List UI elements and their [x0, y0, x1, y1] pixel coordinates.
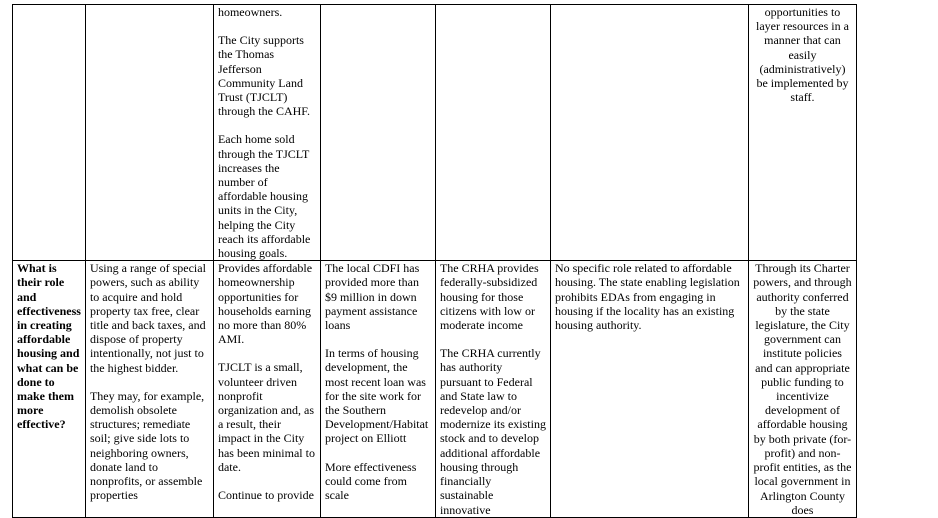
cell-paragraph: Provides affordable homeownership opportunities for households earning no more than 80% AMI. [217, 261, 313, 347]
table-row [13, 5, 857, 261]
cell-paragraph: In terms of housing development, the most recent loan was for the site work for the Southern Development/Habitat project on Elliott [324, 346, 429, 446]
cell-paragraph: More effectiveness could come from scale [324, 459, 417, 503]
cell-paragraph: The City supports the Thomas Jefferson Community Land Trust (TJCLT) through the CAHF. [217, 33, 311, 119]
table-cell [85, 5, 213, 261]
table-cell-city-continued [748, 5, 856, 261]
table-cell-eda [550, 261, 748, 518]
table-cell [320, 5, 435, 261]
table-cell-cdfi [320, 261, 435, 518]
housing-roles-table [12, 4, 857, 518]
cell-paragraph: The local CDFI has provided more than $9 million in down payment assistance loans [324, 261, 420, 333]
cell-paragraph: Using a range of special powers, such as ability to acquire and hold property tax free, clear title and back taxes, and dispose of property intentionally, not just to the highest bidder. [89, 261, 206, 375]
table-cell [13, 5, 86, 261]
table-cell-land-trust [213, 261, 320, 518]
cell-paragraph: TJCLT is a small, volunteer driven nonprofit organization and, as a result, their impact in the City has been minimal to date. [217, 360, 315, 474]
table-cell [435, 5, 550, 261]
question-text: What is their role and effectiveness in creating affordable housing and what can be done to make them more effective? [17, 261, 81, 432]
cell-paragraph: They may, for example, demolish obsolete structures; remediate soil; give side lots to neighboring owners, donate land to nonprofits, or assemble properties [89, 388, 205, 503]
cell-paragraph: Through its Charter powers, and through authority conferred by the state legislature, the City government can institute policies and can appropriate public funding to incentivize development of affordable housing by both private (for-profit) and non-profit entities, as the local government in Arlington County does [753, 261, 852, 517]
cell-paragraph: The CRHA provides federally-subsidized housing for those citizens with low or moderate income [439, 261, 539, 333]
table-row [13, 261, 857, 518]
table-cell-city [748, 261, 856, 518]
table-cell-land-bank [85, 261, 213, 518]
cell-paragraph: homeowners. [217, 5, 283, 19]
cell-paragraph: No specific role related to affordable housing. The state enabling legislation prohibits EDAs from engaging in housing if the locality has an existing housing authority. [554, 261, 740, 333]
table-cell [550, 5, 748, 261]
cell-paragraph: The CRHA currently has authority pursuant to Federal and State law to redevelop and/or modernize its existing stock and to develop additional affordable housing through financially sustainable innovative [439, 346, 546, 517]
table-cell-crha [435, 261, 550, 518]
table-cell-land-trust-continued [213, 5, 320, 261]
cell-paragraph: Continue to provide [217, 488, 314, 503]
cell-paragraph: Each home sold through the TJCLT increases the number of affordable housing units in the City, helping the City reach its affordable housing goals. [217, 132, 311, 261]
cell-paragraph: opportunities to layer resources in a manner that can easily (administratively) be implemented by staff. [755, 5, 849, 105]
row-question-header [13, 261, 86, 518]
